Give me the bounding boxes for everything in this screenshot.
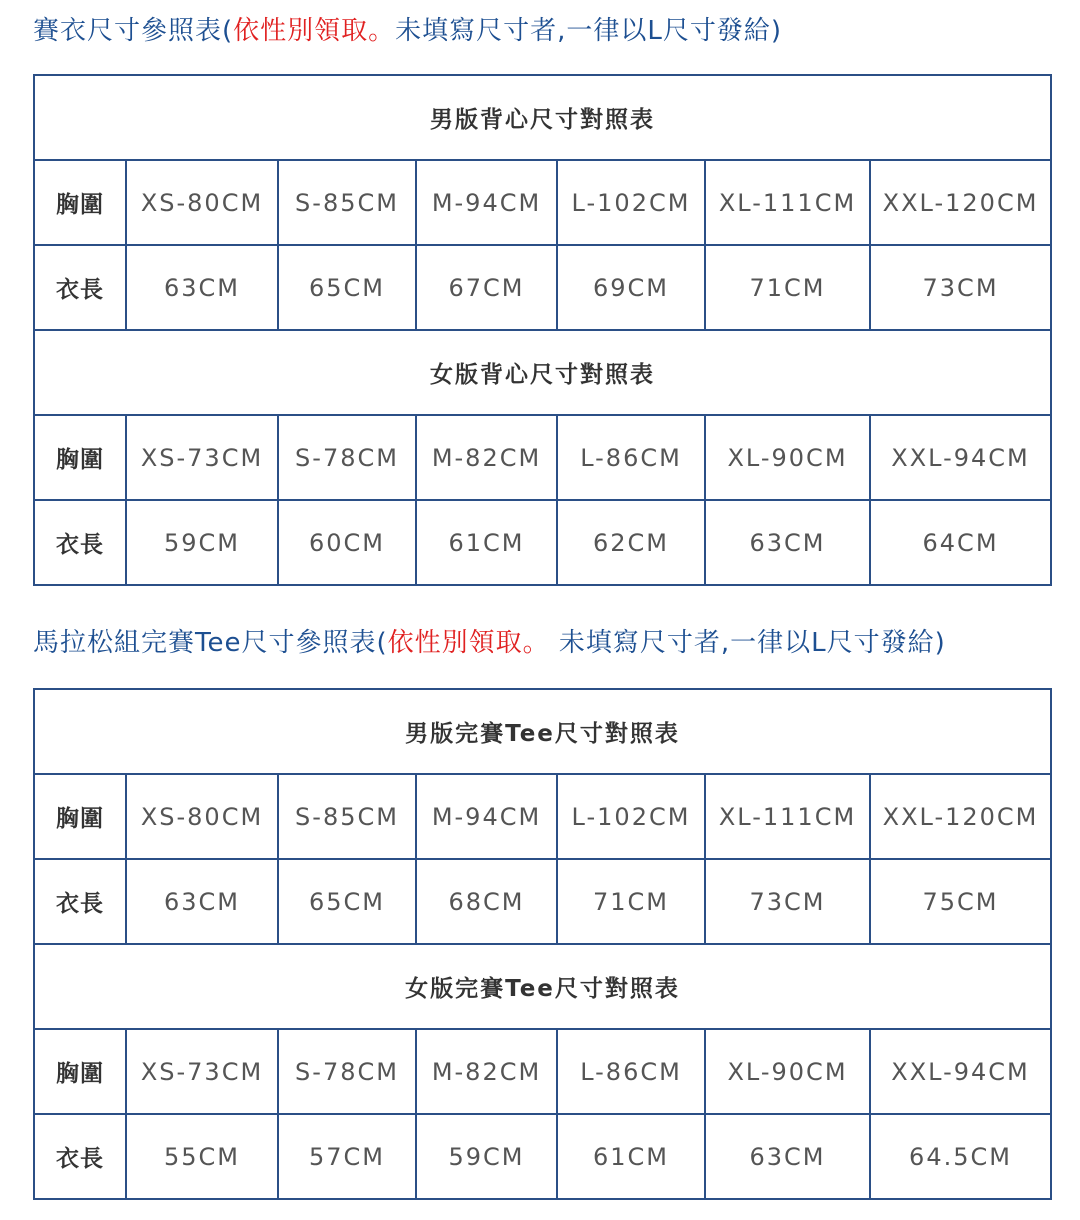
size-cell: 63CM <box>126 245 278 330</box>
size-cell: 71CM <box>557 859 705 944</box>
size-cell: XL-111CM <box>705 774 870 859</box>
size-cell: 67CM <box>416 245 557 330</box>
heading-suffix: 未填寫尺寸者,一律以L尺寸發給) <box>549 628 946 658</box>
vest-size-heading <box>33 9 782 53</box>
size-cell: 63CM <box>126 859 278 944</box>
size-cell: 60CM <box>278 500 416 585</box>
heading-suffix: 未填寫尺寸者,一律以L尺寸發給) <box>395 16 783 46</box>
heading-highlight: 依性別領取。 <box>387 628 550 658</box>
womens-tee-title: 女版完賽Tee尺寸對照表 <box>34 944 1051 1029</box>
heading-prefix: 馬拉松組完賽Tee尺寸參照表( <box>33 628 388 658</box>
section-title-row <box>34 944 1051 1029</box>
size-cell: M-82CM <box>416 1029 557 1114</box>
size-cell: 65CM <box>278 245 416 330</box>
size-cell: L-102CM <box>557 160 705 245</box>
size-cell: S-85CM <box>278 774 416 859</box>
marathon-tee-size-table <box>33 688 1052 1200</box>
size-cell: 71CM <box>705 245 870 330</box>
table-row <box>34 859 1051 944</box>
size-cell: M-82CM <box>416 415 557 500</box>
size-cell: 73CM <box>705 859 870 944</box>
size-cell: 61CM <box>557 1114 705 1199</box>
size-cell: 68CM <box>416 859 557 944</box>
section-title-row <box>34 330 1051 415</box>
row-label-chest: 胸圍 <box>34 160 126 245</box>
size-cell: XXL-120CM <box>870 160 1051 245</box>
table-row <box>34 1029 1051 1114</box>
size-cell: 64CM <box>870 500 1051 585</box>
size-cell: XS-73CM <box>126 1029 278 1114</box>
mens-vest-title: 男版背心尺寸對照表 <box>34 75 1051 160</box>
size-cell: XS-80CM <box>126 774 278 859</box>
table-row <box>34 245 1051 330</box>
size-cell: 73CM <box>870 245 1051 330</box>
size-cell: L-86CM <box>557 415 705 500</box>
size-cell: 55CM <box>126 1114 278 1199</box>
size-cell: XL-90CM <box>705 1029 870 1114</box>
size-cell: S-85CM <box>278 160 416 245</box>
size-cell: XS-80CM <box>126 160 278 245</box>
size-cell: XS-73CM <box>126 415 278 500</box>
size-cell: 63CM <box>705 1114 870 1199</box>
section-title-row <box>34 689 1051 774</box>
row-label-chest: 胸圍 <box>34 1029 126 1114</box>
size-cell: 59CM <box>416 1114 557 1199</box>
size-cell: S-78CM <box>278 1029 416 1114</box>
size-cell: L-86CM <box>557 1029 705 1114</box>
size-cell: XXL-94CM <box>870 1029 1051 1114</box>
heading-highlight: 依性別領取。 <box>233 16 396 46</box>
table-row <box>34 1114 1051 1199</box>
row-label-chest: 胸圍 <box>34 415 126 500</box>
table-row <box>34 774 1051 859</box>
heading-prefix: 賽衣尺寸參照表( <box>33 16 234 46</box>
row-label-chest: 胸圍 <box>34 774 126 859</box>
size-cell: L-102CM <box>557 774 705 859</box>
vest-size-table <box>33 74 1052 586</box>
row-label-length: 衣長 <box>34 859 126 944</box>
marathon-tee-size-heading <box>33 621 946 665</box>
table-row <box>34 500 1051 585</box>
row-label-length: 衣長 <box>34 500 126 585</box>
size-cell: S-78CM <box>278 415 416 500</box>
size-cell: 61CM <box>416 500 557 585</box>
row-label-length: 衣長 <box>34 245 126 330</box>
size-cell: 64.5CM <box>870 1114 1051 1199</box>
size-cell: 75CM <box>870 859 1051 944</box>
size-cell: M-94CM <box>416 160 557 245</box>
size-cell: 57CM <box>278 1114 416 1199</box>
row-label-length: 衣長 <box>34 1114 126 1199</box>
size-cell: 69CM <box>557 245 705 330</box>
size-cell: 62CM <box>557 500 705 585</box>
size-cell: 59CM <box>126 500 278 585</box>
size-cell: XL-90CM <box>705 415 870 500</box>
section-title-row <box>34 75 1051 160</box>
size-cell: M-94CM <box>416 774 557 859</box>
table-row <box>34 415 1051 500</box>
womens-vest-title: 女版背心尺寸對照表 <box>34 330 1051 415</box>
size-cell: XL-111CM <box>705 160 870 245</box>
size-cell: 65CM <box>278 859 416 944</box>
mens-tee-title: 男版完賽Tee尺寸對照表 <box>34 689 1051 774</box>
table-row <box>34 160 1051 245</box>
size-cell: XXL-94CM <box>870 415 1051 500</box>
size-cell: 63CM <box>705 500 870 585</box>
size-cell: XXL-120CM <box>870 774 1051 859</box>
